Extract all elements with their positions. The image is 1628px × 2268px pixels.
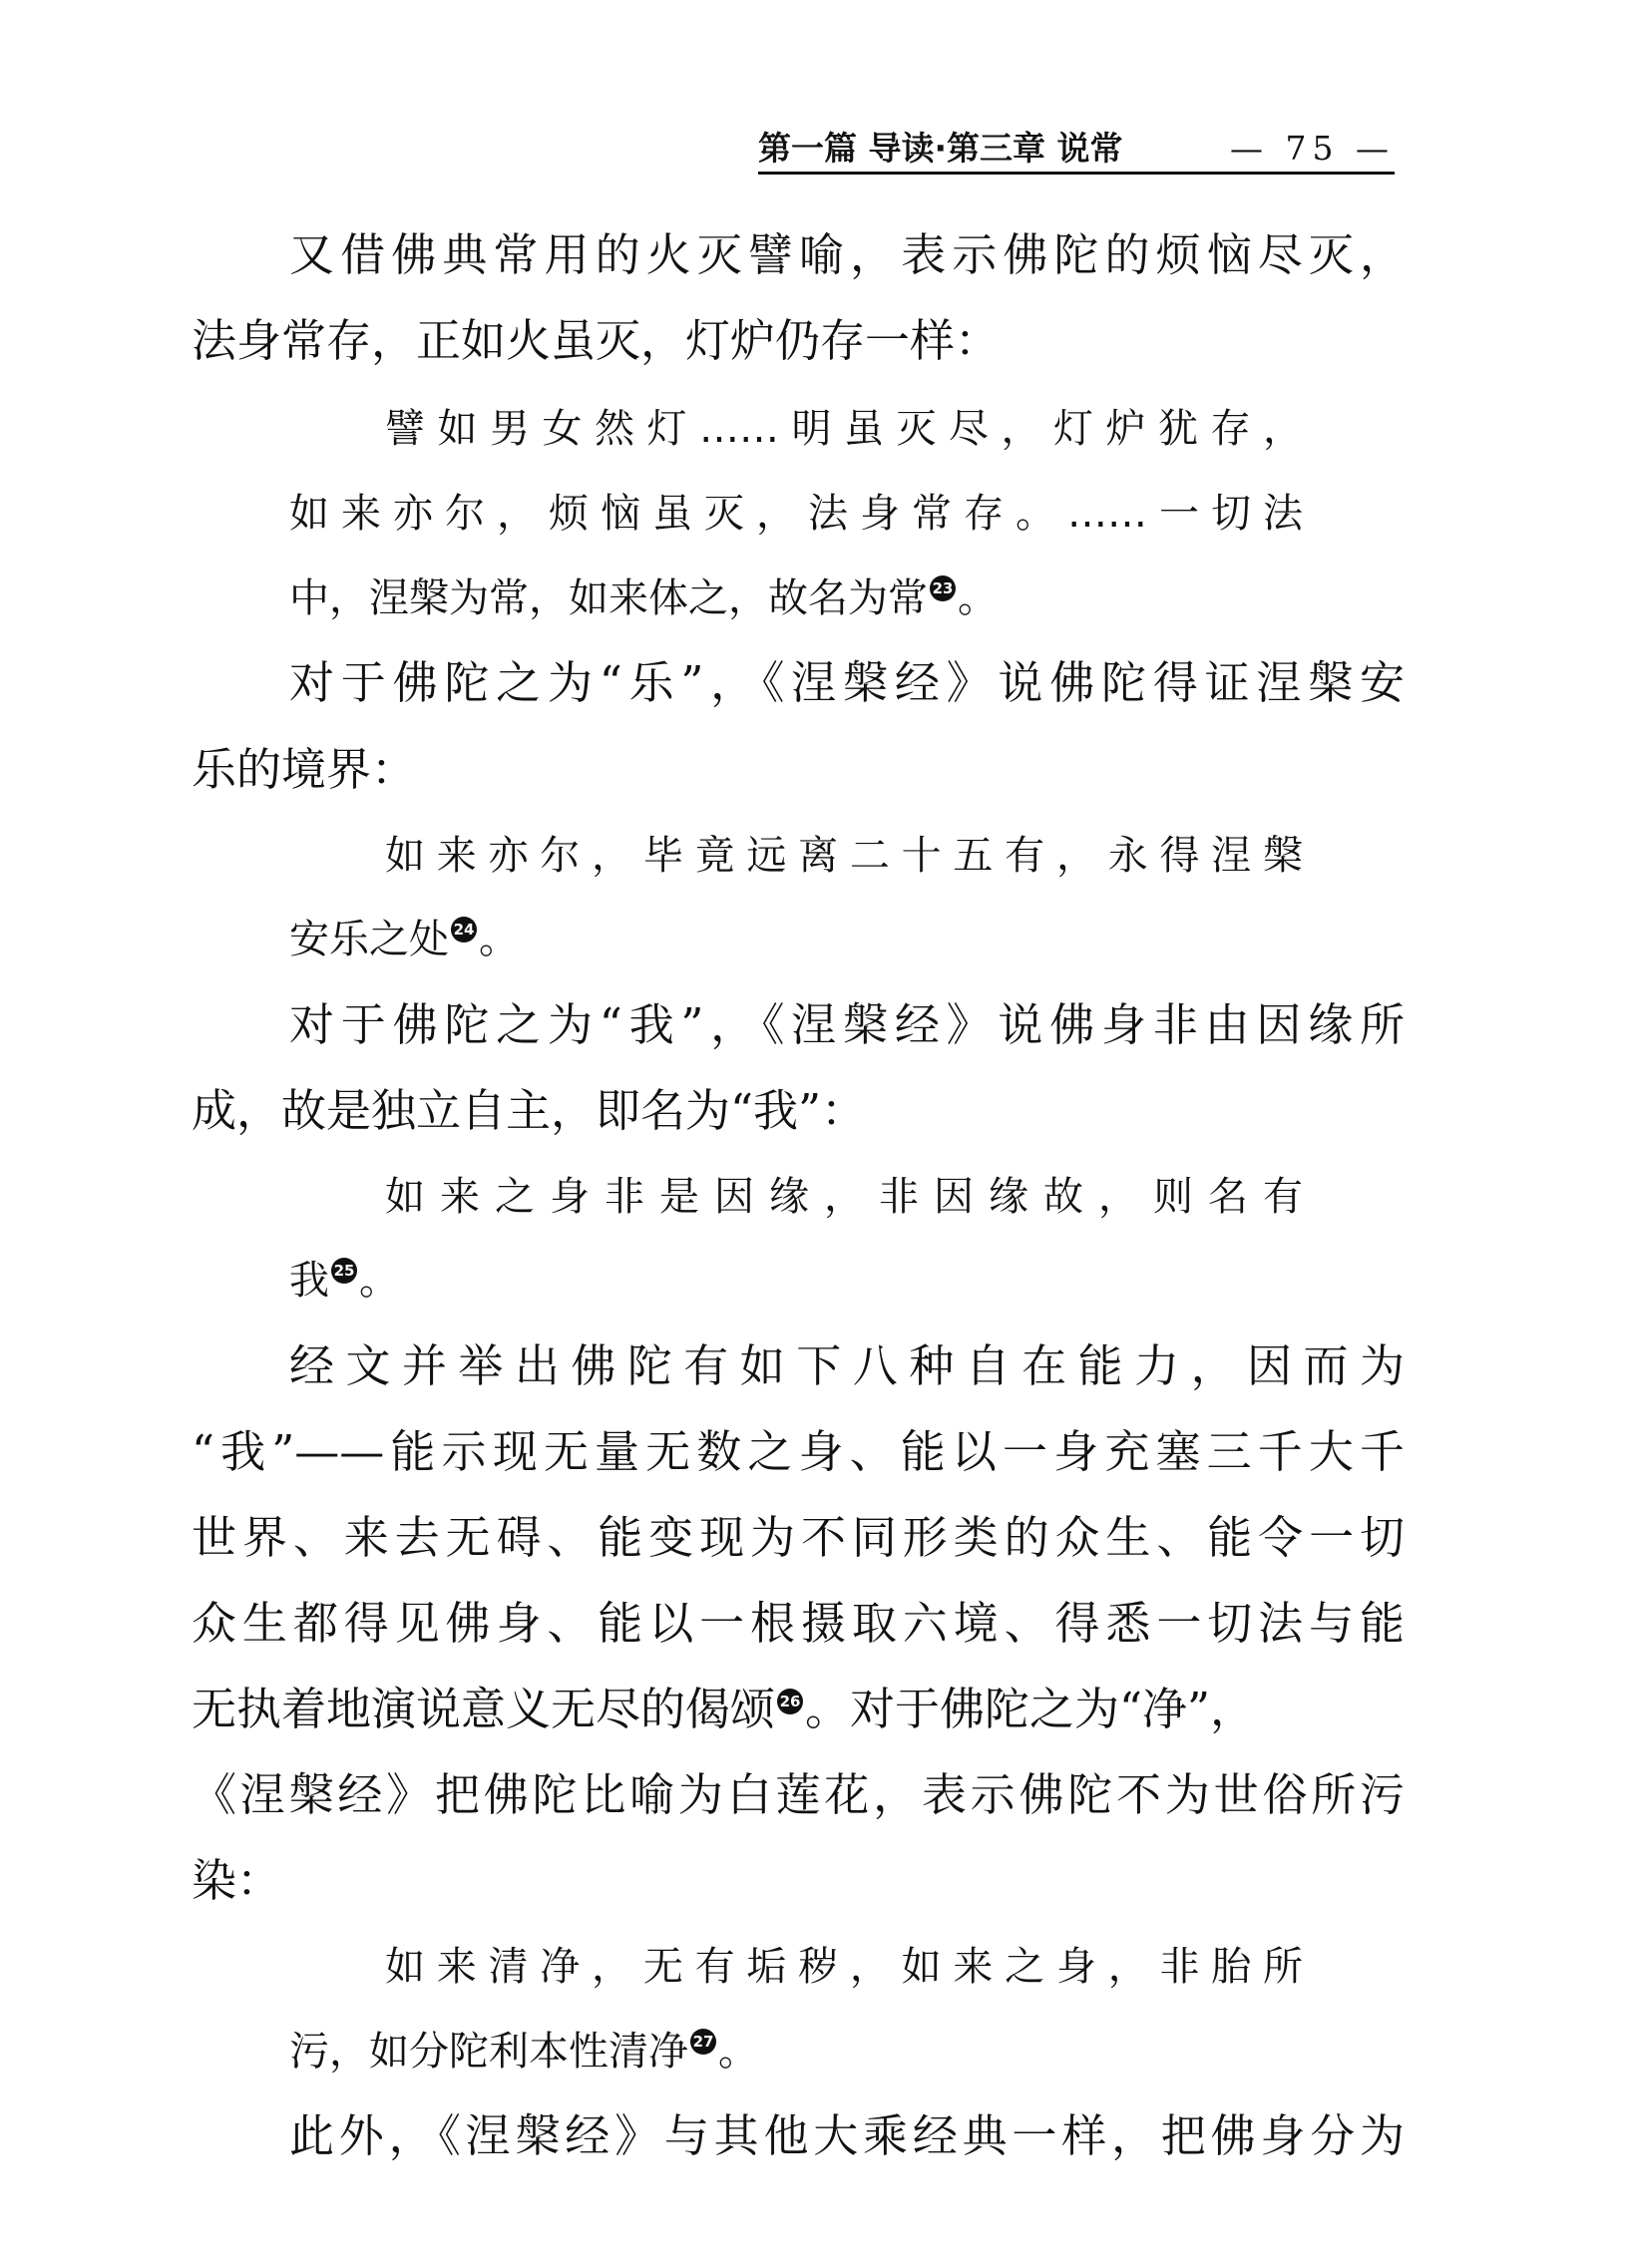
quote-line: 如来之身非是因缘，非因缘故，则名有 <box>385 1174 1303 1220</box>
body-line: 《涅槃经》把佛陀比喻为白莲花，表示佛陀不为世俗所污 <box>192 1768 1405 1821</box>
body-line: 经文并举出佛陀有如下八种自在能力，因而为 <box>289 1339 1405 1392</box>
body-line: 成，故是独立自主，即名为“我”： <box>192 1084 867 1137</box>
chapter-title: 第一篇 导读·第三章 说常 <box>758 129 1123 168</box>
footnote-marker[interactable]: 24 <box>451 917 477 943</box>
quote-line: 我 25 。 <box>289 1258 399 1304</box>
body-line: 对于佛陀之为“乐”，《涅槃经》说佛陀得证涅槃安 <box>289 656 1405 709</box>
quote-line: 安乐之处 24 。 <box>289 917 519 962</box>
quote-line: 如来亦尔，烦恼虽灭，法身常存。……一切法 <box>289 491 1303 537</box>
quote-line: 如来亦尔，毕竟远离二十五有，永得涅槃 <box>385 833 1303 879</box>
footnote-marker[interactable]: 27 <box>690 2029 716 2055</box>
body-line: 又借佛典常用的火灭譬喻，表示佛陀的烦恼尽灭， <box>289 228 1405 281</box>
body-line: 无执着地演说意义无尽的偈颂 26 。对于佛陀之为“净”， <box>192 1683 1256 1735</box>
quote-line: 譬如男女然灯……明虽灭尽，灯炉犹存， <box>385 406 1303 452</box>
body-line: “我”——能示现无量无数之身、能以一身充塞三千大千 <box>192 1425 1405 1478</box>
body-line: 染： <box>192 1854 282 1907</box>
running-header <box>758 126 1395 175</box>
body-line: 此外，《涅槃经》与其他大乘经典一样，把佛身分为 <box>289 2109 1405 2162</box>
footnote-marker[interactable]: 26 <box>777 1689 803 1714</box>
page-number: — 75 — <box>1230 129 1395 168</box>
body-line: 对于佛陀之为“我”，《涅槃经》说佛身非由因缘所 <box>289 998 1405 1051</box>
quote-line: 如来清净，无有垢秽，如来之身，非胎所 <box>385 1944 1303 1990</box>
body-line: 众生都得见佛身、能以一根摄取六境、得悉一切法与能 <box>192 1597 1405 1650</box>
quote-line: 污，如分陀利本性清净 27 。 <box>289 2029 758 2075</box>
body-line: 法身常存，正如火虽灭，灯炉仍存一样： <box>192 314 1001 367</box>
body-line: 世界、来去无碍、能变现为不同形类的众生、能令一切 <box>192 1511 1405 1564</box>
footnote-marker[interactable]: 25 <box>331 1258 357 1284</box>
quote-line: 中，涅槃为常，如来体之，故名为常 23 。 <box>289 575 998 621</box>
footnote-marker[interactable]: 23 <box>930 575 956 601</box>
body-line: 乐的境界： <box>192 743 417 796</box>
